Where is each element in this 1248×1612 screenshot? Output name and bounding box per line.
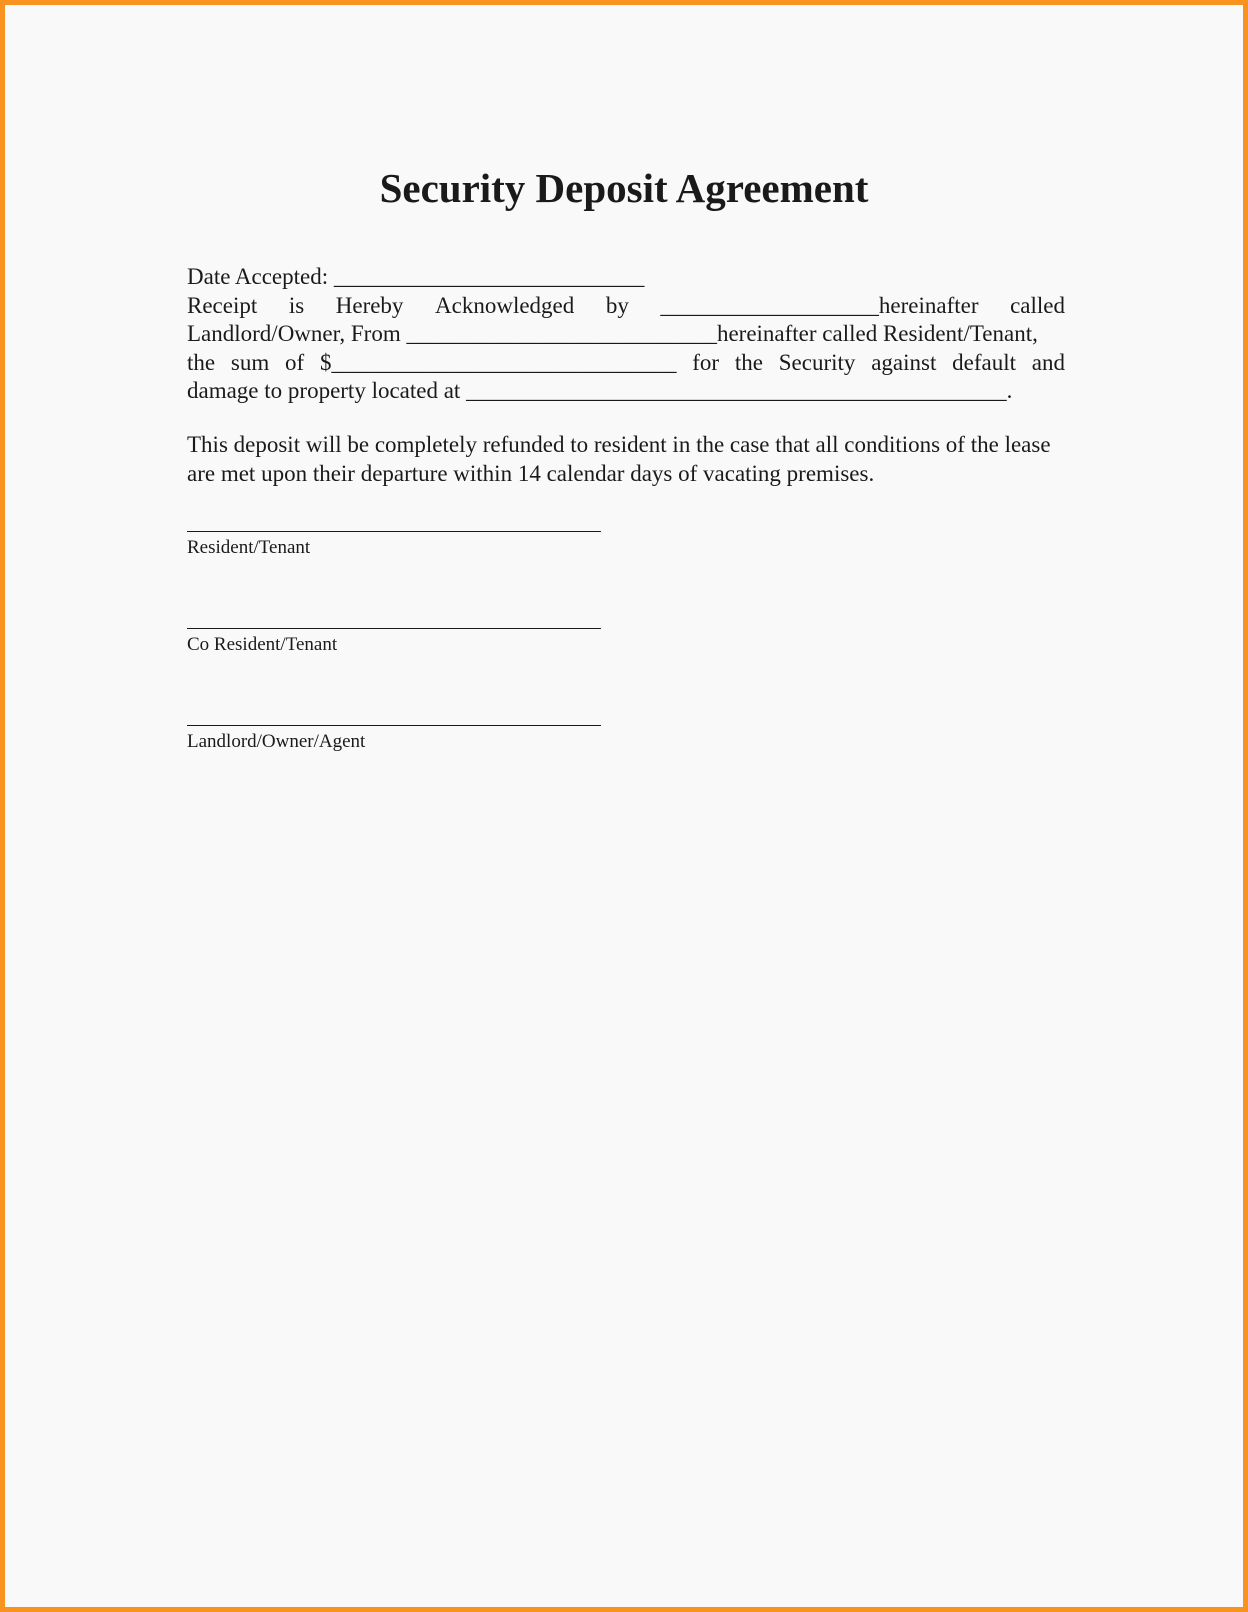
receipt-word: Acknowledged xyxy=(435,292,575,318)
sum-word: sum xyxy=(230,349,270,375)
co-resident-signature-line xyxy=(187,628,601,629)
receipt-word: by xyxy=(605,292,629,318)
sum-word: of xyxy=(285,349,305,375)
receipt-word: is xyxy=(288,292,305,318)
sum-word: and xyxy=(1031,349,1065,375)
co-resident-signature-label: Co Resident/Tenant xyxy=(187,634,338,655)
sum-word: the xyxy=(734,349,763,375)
sum-line xyxy=(187,349,1065,378)
property-line: damage to property located at _______________________________________________. xyxy=(187,378,1013,403)
sum-word: default xyxy=(952,349,1016,375)
sum-word: Security xyxy=(778,349,856,375)
sum-word: against xyxy=(871,349,937,375)
date-accepted-line: Date Accepted: ___________________________ xyxy=(187,264,645,289)
page-title: Security Deposit Agreement xyxy=(379,165,869,211)
agreement-intro xyxy=(187,263,1065,406)
resident-signature-label: Resident/Tenant xyxy=(187,537,311,558)
from-line: Landlord/Owner, From ___________________________hereinafter called Resident/Tenant, xyxy=(187,321,1038,346)
landlord-signature-label: Landlord/Owner/Agent xyxy=(187,731,366,752)
landlord-signature-line xyxy=(187,725,601,726)
receipt-word: Receipt xyxy=(187,292,258,318)
document-page xyxy=(5,5,1243,1607)
sum-word: the xyxy=(187,349,216,375)
receipt-word: called xyxy=(1010,292,1065,318)
refund-paragraph: This deposit will be completely refunded to resident in the case that all conditions of the lease are met upon their departure within 14 calendar days of vacating premises. xyxy=(187,432,1051,486)
receipt-word: Hereby xyxy=(335,292,404,318)
receipt-line xyxy=(187,292,1065,321)
sum-word: for xyxy=(692,349,720,375)
resident-signature-line xyxy=(187,531,601,532)
receipt-word: ___________________hereinafter xyxy=(660,292,979,318)
sum-word: $______________________________ xyxy=(319,349,677,375)
